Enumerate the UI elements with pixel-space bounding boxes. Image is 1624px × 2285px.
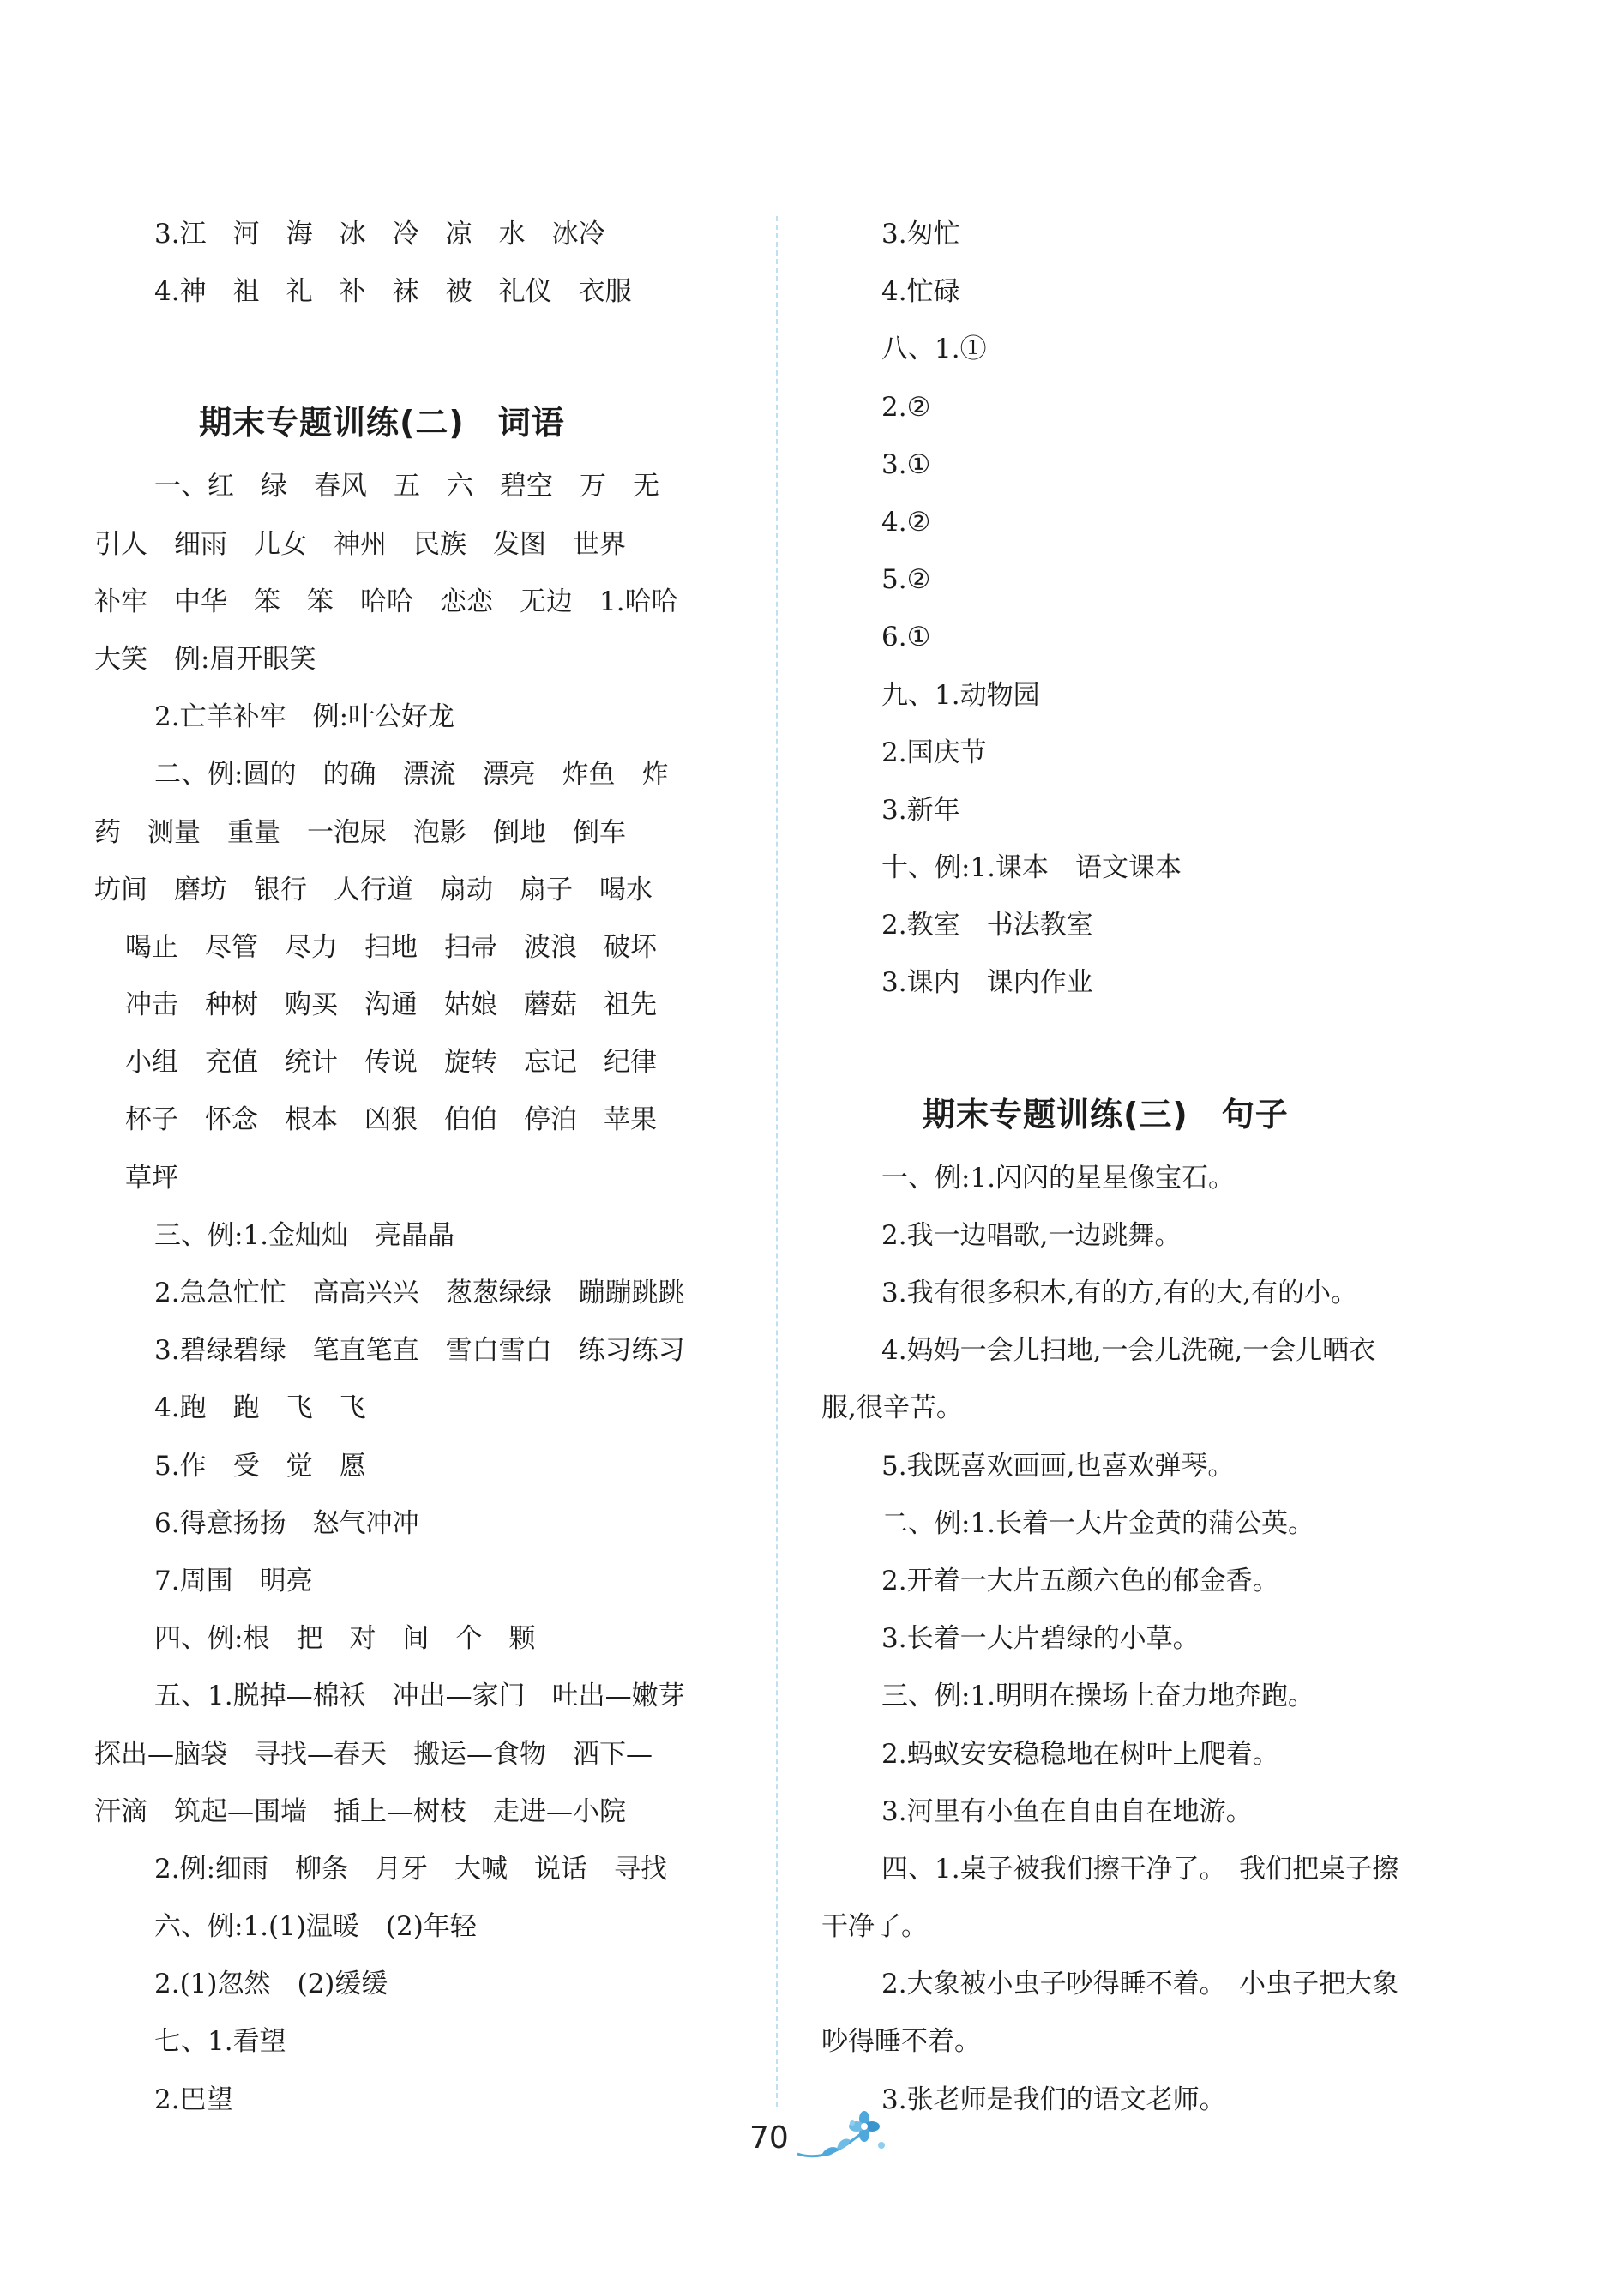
answer-line: 3.新年	[881, 794, 960, 826]
answer-line: 探出—脑袋 寻找—春天 搬运—食物 洒下—	[94, 1738, 653, 1770]
answer-line: 3.①	[881, 448, 931, 480]
answer-line: 3.张老师是我们的语文老师。	[881, 2084, 1226, 2115]
column-divider	[776, 216, 778, 2107]
answer-line: 吵得睡不着。	[821, 2026, 981, 2058]
answer-line: 坊间 磨坊 银行 人行道 扇动 扇子 喝水	[94, 874, 653, 905]
answer-line: 2.急急忙忙 高高兴兴 葱葱绿绿 蹦蹦跳跳	[154, 1278, 685, 1308]
answer-line: 一、例:1.闪闪的星星像宝石。	[881, 1162, 1236, 1194]
answer-line: 服,很辛苦。	[821, 1392, 963, 1424]
answer-line: 引人 细雨 儿女 神州 民族 发图 世界	[94, 528, 626, 560]
right-column	[821, 206, 1473, 2129]
section-heading: 期末专题训练(三) 句子	[923, 1095, 1289, 1133]
answer-line: 6.①	[881, 622, 931, 653]
flower-icon	[796, 2111, 888, 2164]
page-number: 70	[749, 2120, 789, 2156]
answer-line: 二、例:1.长着一大片金黄的蒲公英。	[881, 1507, 1315, 1539]
answer-line: 3.长着一大片碧绿的小草。	[881, 1623, 1200, 1655]
answer-line: 7.周围 明亮	[154, 1565, 313, 1596]
answer-line: 3.我有很多积木,有的方,有的大,有的小。	[881, 1278, 1358, 1308]
answer-line: 3.江 河 海 冰 冷 凉 水 冰冷	[154, 219, 605, 250]
answer-line: 4.跑 跑 飞 飞	[154, 1392, 366, 1424]
answer-line: 四、例:根 把 对 间 个 颗	[154, 1623, 536, 1655]
answer-line: 2.开着一大片五颜六色的郁金香。	[881, 1565, 1279, 1596]
answer-line: 2.例:细雨 柳条 月牙 大喊 说话 寻找	[154, 1853, 668, 1885]
answer-line: 喝止 尽管 尽力 扫地 扫帚 波浪 破坏	[125, 931, 657, 963]
answer-line: 2.②	[881, 391, 931, 423]
answer-line: 小组 充值 统计 传说 旋转 忘记 纪律	[125, 1047, 657, 1079]
answer-line: 药 测量 重量 一泡尿 泡影 倒地 倒车	[94, 816, 626, 848]
answer-line: 2.国庆节	[881, 737, 987, 768]
answer-line: 草坪	[125, 1162, 178, 1194]
answer-line: 4.神 祖 礼 补 袜 被 礼仪 衣服	[154, 276, 632, 308]
answer-line: 2.亡羊补牢 例:叶公好龙	[154, 701, 455, 733]
answer-line: 五、1.脱掉—棉袄 冲出—家门 吐出—嫩芽	[154, 1681, 685, 1712]
answer-line: 三、例:1.明明在操场上奋力地奔跑。	[881, 1681, 1315, 1712]
left-column	[94, 206, 746, 2129]
answer-line: 2.大象被小虫子吵得睡不着。 小虫子把大象	[881, 1969, 1399, 2000]
answer-line: 十、例:1.课本 语文课本	[881, 852, 1182, 884]
answer-line: 2.(1)忽然 (2)缓缓	[154, 1969, 388, 2000]
answer-line: 6.得意扬扬 怒气冲冲	[154, 1507, 419, 1539]
answer-line: 九、1.动物园	[881, 679, 1040, 711]
answer-line: 汗滴 筑起—围墙 插上—树枝 走进—小院	[94, 1795, 626, 1827]
section-gap	[821, 1013, 1473, 1079]
answer-line: 四、1.桌子被我们擦干净了。 我们把桌子擦	[881, 1853, 1399, 1885]
answer-line: 冲击 种树 购买 沟通 姑娘 蘑菇 祖先	[125, 989, 657, 1021]
answer-line: 5.②	[881, 564, 931, 596]
answer-line: 八、1.①	[881, 334, 987, 365]
answer-line: 5.作 受 觉 愿	[154, 1450, 366, 1482]
answer-line: 三、例:1.金灿灿 亮晶晶	[154, 1219, 455, 1251]
answer-line: 杯子 怀念 根本 凶狠 伯伯 停泊 苹果	[125, 1104, 657, 1136]
answer-line: 一、红 绿 春风 五 六 碧空 万 无	[154, 471, 659, 502]
answer-line: 补牢 中华 笨 笨 哈哈 恋恋 无边 1.哈哈	[94, 586, 678, 617]
section-heading: 期末专题训练(二) 词语	[199, 404, 565, 442]
answer-line: 3.匆忙	[881, 219, 960, 250]
answer-line: 2.巴望	[154, 2084, 233, 2115]
answer-line: 4.忙碌	[881, 276, 960, 308]
section-gap	[94, 321, 746, 388]
answer-line: 4.②	[881, 506, 931, 538]
answer-line: 5.我既喜欢画画,也喜欢弹琴。	[881, 1450, 1235, 1482]
answer-line: 2.我一边唱歌,一边跳舞。	[881, 1219, 1182, 1251]
answer-line: 大笑 例:眉开眼笑	[94, 643, 316, 675]
answer-line: 2.蚂蚁安安稳稳地在树叶上爬着。	[881, 1738, 1279, 1770]
answer-line: 4.妈妈一会儿扫地,一会儿洗碗,一会儿晒衣	[881, 1335, 1376, 1367]
answer-line: 六、例:1.(1)温暖 (2)年轻	[154, 1911, 477, 1943]
answer-line: 干净了。	[821, 1911, 928, 1943]
answer-line: 3.河里有小鱼在自由自在地游。	[881, 1795, 1253, 1827]
answer-line: 3.课内 课内作业	[881, 967, 1093, 999]
answer-line: 七、1.看望	[154, 2026, 286, 2058]
answer-line: 3.碧绿碧绿 笔直笔直 雪白雪白 练习练习	[154, 1335, 685, 1367]
answer-line: 2.教室 书法教室	[881, 910, 1093, 941]
answer-line: 二、例:圆的 的确 漂流 漂亮 炸鱼 炸	[154, 759, 669, 791]
